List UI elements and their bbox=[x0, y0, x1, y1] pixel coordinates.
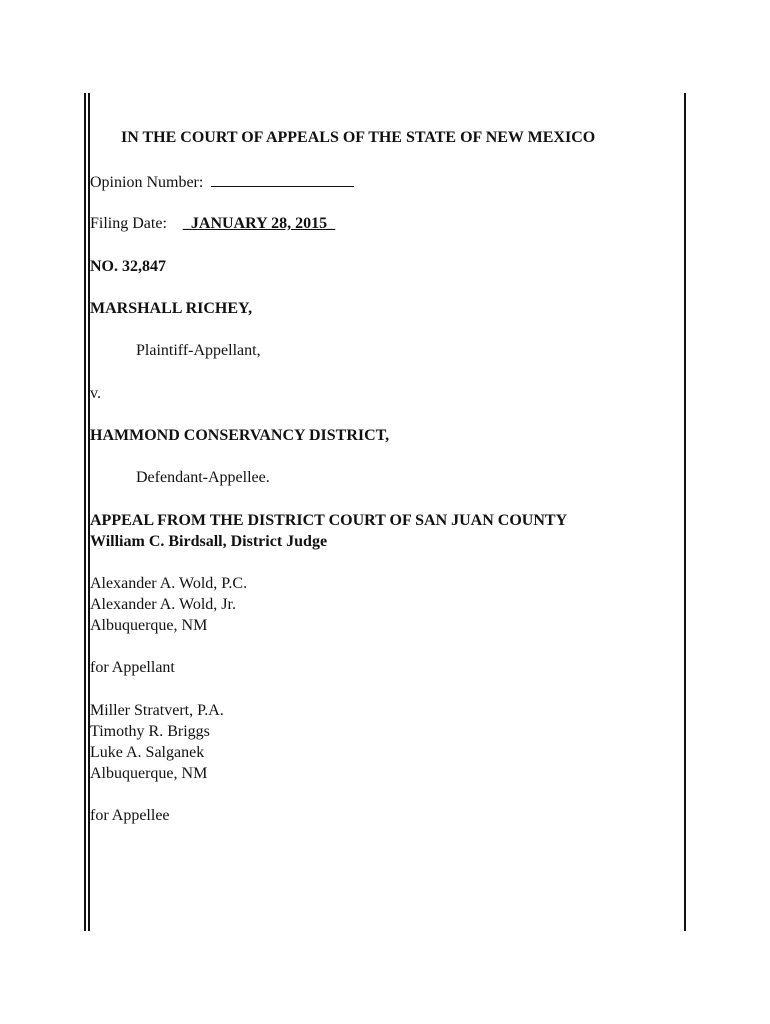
right-margin-rule bbox=[684, 93, 686, 931]
filing-date-label: Filing Date: bbox=[90, 215, 167, 232]
versus: v. bbox=[90, 385, 101, 402]
for-appellant-label: for Appellant bbox=[90, 659, 175, 676]
filing-date-row bbox=[90, 213, 335, 234]
appellee-counsel-firm: Miller Stratvert, P.A. bbox=[90, 702, 224, 719]
appellant-counsel-attorney: Alexander A. Wold, Jr. bbox=[90, 596, 236, 613]
plaintiff-name: MARSHALL RICHEY, bbox=[90, 300, 253, 317]
appellee-counsel-attorney-2: Luke A. Salganek bbox=[90, 744, 205, 761]
opinion-number-row bbox=[90, 171, 354, 193]
defendant-name: HAMMOND CONSERVANCY DISTRICT, bbox=[90, 427, 390, 444]
plaintiff-role: Plaintiff-Appellant, bbox=[136, 342, 261, 359]
district-judge: William C. Birdsall, District Judge bbox=[90, 533, 328, 550]
case-number: NO. 32,847 bbox=[90, 258, 166, 275]
defendant-role: Defendant-Appellee. bbox=[136, 469, 270, 486]
appellee-counsel-city: Albuquerque, NM bbox=[90, 765, 208, 782]
appellant-counsel-firm: Alexander A. Wold, P.C. bbox=[90, 575, 248, 592]
filing-date-value: _JANUARY 28, 2015_ bbox=[182, 215, 336, 232]
opinion-number-blank bbox=[211, 171, 354, 187]
left-margin-rule-outer bbox=[84, 93, 86, 931]
opinion-number-label: Opinion Number: bbox=[90, 174, 204, 191]
appellee-counsel-attorney-1: Timothy R. Briggs bbox=[90, 723, 210, 740]
appeal-from: APPEAL FROM THE DISTRICT COURT OF SAN JUAN COUNTY bbox=[90, 512, 568, 529]
for-appellee-label: for Appellee bbox=[90, 807, 170, 824]
court-title: IN THE COURT OF APPEALS OF THE STATE OF NEW MEXICO bbox=[121, 129, 596, 146]
appellant-counsel-city: Albuquerque, NM bbox=[90, 617, 208, 634]
